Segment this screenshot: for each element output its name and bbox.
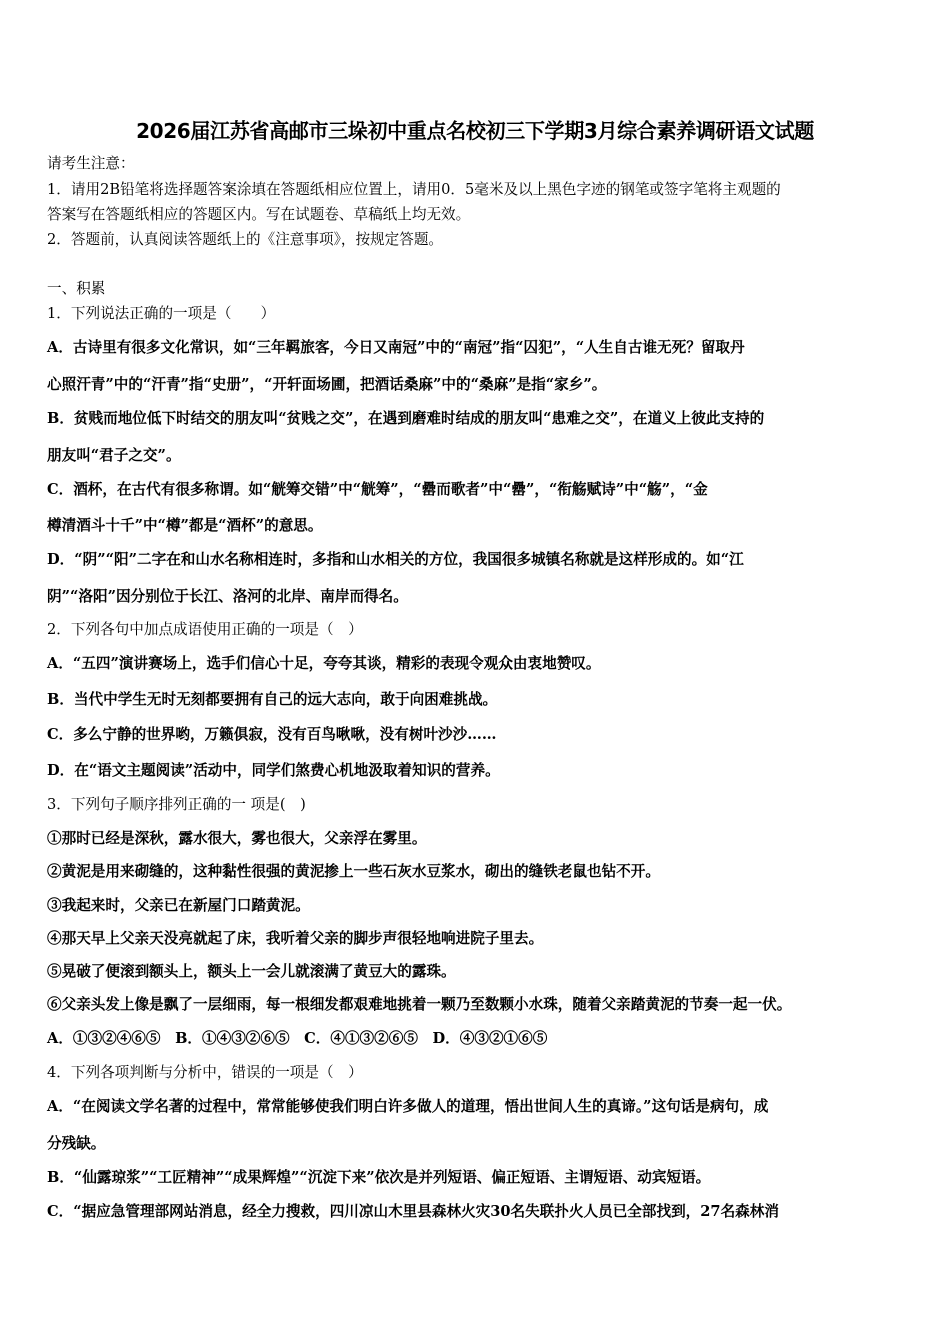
q3-sentence: ⑥父亲头发上像是飘了一层细雨，每一根细发都艰难地挑着一颗乃至数颗小水珠，随着父亲踏黄泥的节奏一起一伏。 — [47, 996, 792, 1013]
q3-sentence: ②黄泥是用来砌缝的，这种黏性很强的黄泥掺上一些石灰水豆浆水，砌出的缝铁老鼠也钻不开。 — [47, 863, 660, 880]
notice-heading: 请考生注意： — [47, 155, 135, 172]
q1-option-a: 心照汗青”中的“汗青”指“史册”，“开轩面场圃，把酒话桑麻”中的“桑麻”是指“家乡”。 — [47, 376, 607, 393]
notice-item: 2．答题前，认真阅读答题纸上的《注意事项》，按规定答题。 — [47, 231, 444, 248]
q3-sentence: ④那天早上父亲天没亮就起了床，我听着父亲的脚步声很轻地响进院子里去。 — [47, 930, 544, 947]
q4-option-a: 分残缺。 — [47, 1135, 106, 1152]
section-heading: 一、积累 — [47, 280, 106, 297]
q3-sentence: ①那时已经是深秋，露水很大，雾也很大，父亲浮在雾里。 — [47, 830, 427, 847]
q1-option-c: C．酒杯，在古代有很多称谓。如“觥筹交错”中“觥筹”，“罍而歌者”中“罍”，“衔觞赋诗”中“觞”，“金 — [47, 481, 708, 498]
q4-option-a: A．“在阅读文学名著的过程中，常常能够使我们明白许多做人的道理，悟出世间人生的真谛。”这句话是病句，成 — [47, 1098, 769, 1115]
q1-option-d: D．“阴”“阳”二字在和山水名称相连时，多指和山水相关的方位，我国很多城镇名称就是这样形成的。如“江 — [47, 551, 744, 568]
q2-option-d: D．在“语文主题阅读”活动中，同学们煞费心机地汲取着知识的营养。 — [47, 762, 500, 779]
q4-option-b: B．“仙露琼浆”“工匠精神”“成果辉煌”“沉淀下来”依次是并列短语、偏正短语、主谓短语、动宾短语。 — [47, 1169, 711, 1186]
q2-option-b: B．当代中学生无时无刻都要拥有自己的远大志向，敢于向困难挑战。 — [47, 691, 498, 708]
question-stem: 4．下列各项判断与分析中，错误的一项是（ ） — [47, 1064, 363, 1081]
q3-options: A．①③②④⑥⑤ B．①④③②⑥⑤ C．④①③②⑥⑤ D．④③②①⑥⑤ — [47, 1030, 548, 1047]
question-stem: 2．下列各句中加点成语使用正确的一项是（ ） — [47, 621, 363, 638]
question-stem: 3．下列句子顺序排列正确的一 项是( ) — [47, 796, 306, 813]
q1-option-b: 朋友叫“君子之交”。 — [47, 447, 181, 464]
q1-option-b: B．贫贱而地位低下时结交的朋友叫“贫贱之交”，在遇到磨难时结成的朋友叫“患难之交”，在道义上彼此支持的 — [47, 410, 765, 427]
q1-option-c: 樽清酒斗十千”中“樽”都是“酒杯”的意思。 — [47, 517, 323, 534]
q3-sentence: ③我起来时，父亲已在新屋门口踏黄泥。 — [47, 897, 310, 914]
q3-sentence: ⑤晃破了便滚到额头上，额头上一会儿就滚满了黄豆大的露珠。 — [47, 963, 456, 980]
q2-option-a: A．“五四”演讲赛场上，选手们信心十足，夸夸其谈，精彩的表现令观众由衷地赞叹。 — [47, 655, 601, 672]
exam-title: 2026届江苏省高邮市三垛初中重点名校初三下学期3月综合素养调研语文试题 — [136, 119, 814, 143]
q1-option-a: A．古诗里有很多文化常识，如“三年羁旅客，今日又南冠”中的“南冠”指“囚犯”，“人生自古谁无死？留取丹 — [47, 339, 745, 356]
q2-option-c: C．多么宁静的世界哟，万籁俱寂，没有百鸟啾啾，没有树叶沙沙…… — [47, 726, 497, 743]
question-stem: 1．下列说法正确的一项是（ ） — [47, 305, 276, 322]
q1-option-d: 阴”“洛阳”因分别位于长江、洛河的北岸、南岸而得名。 — [47, 588, 408, 605]
q4-option-c: C．“据应急管理部网站消息，经全力搜救，四川凉山木里县森林火灾30名失联扑火人员已全部找到，27名森林消 — [47, 1203, 779, 1220]
notice-item: 答案写在答题纸相应的答题区内。写在试题卷、草稿纸上均无效。 — [47, 206, 471, 223]
notice-item: 1．请用2B铅笔将选择题答案涂填在答题纸相应位置上，请用0．5毫米及以上黑色字迹的钢笔或签字笔将主观题的 — [47, 181, 781, 198]
